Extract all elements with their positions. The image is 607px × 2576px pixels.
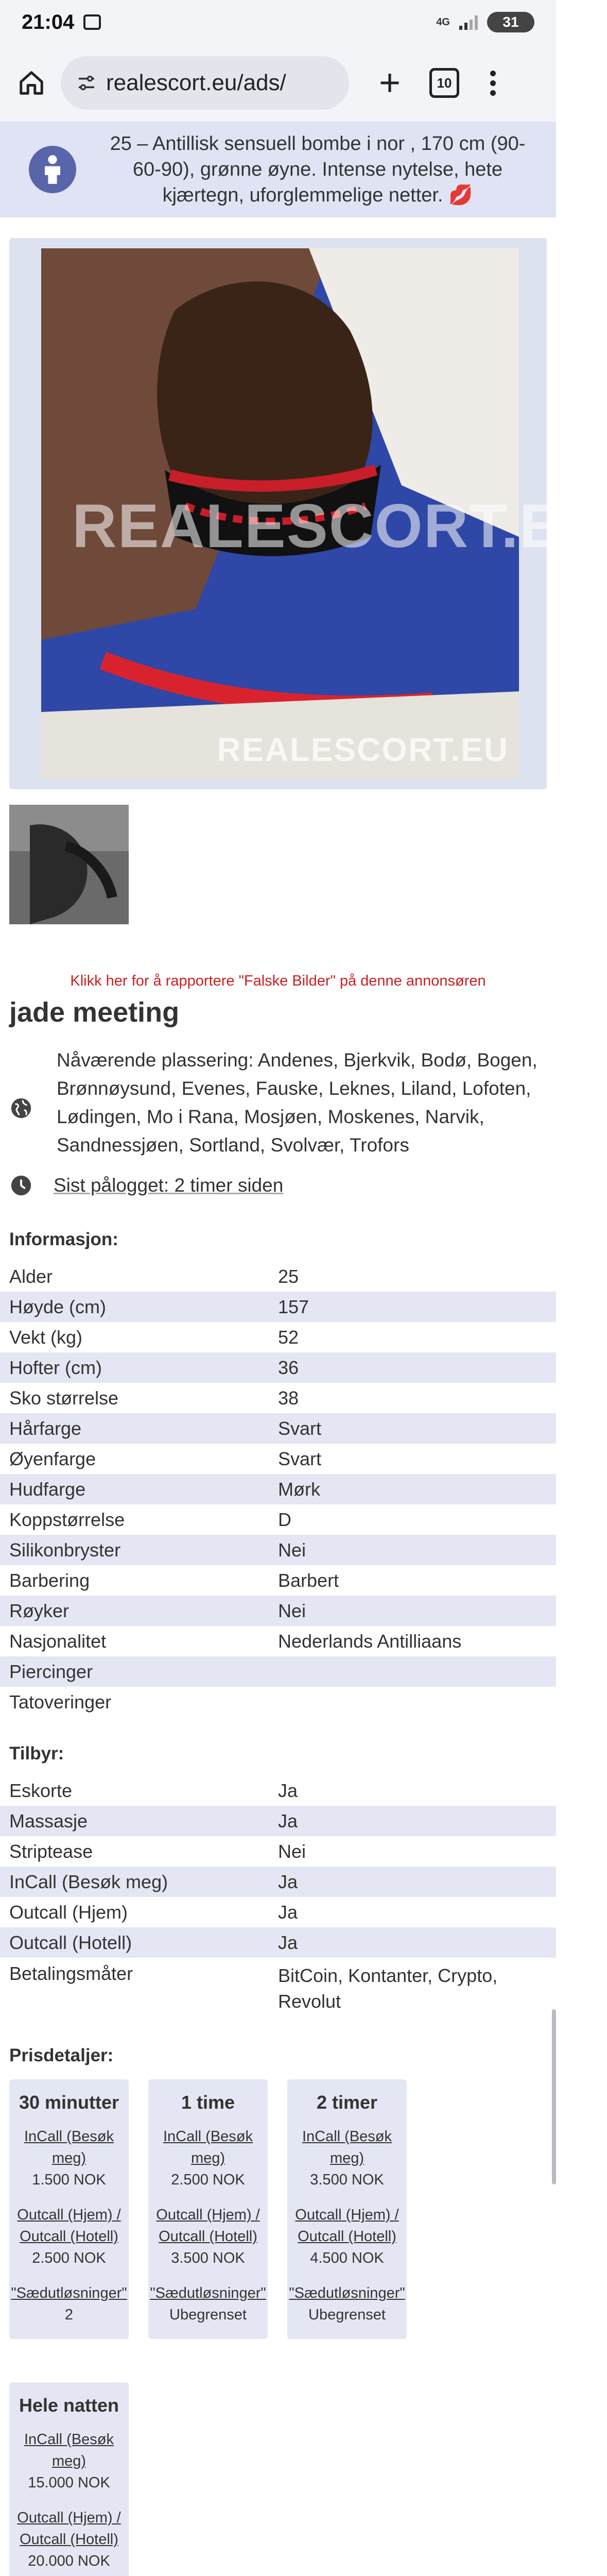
last-seen-text: Sist pålogget: 2 timer siden: [54, 1175, 284, 1196]
price-card: [148, 2079, 268, 2339]
special-value: 2: [64, 2307, 74, 2323]
row-value: Barbert: [278, 1569, 339, 1591]
outcall-label-link[interactable]: Outcall (Hjem) / Outcall (Hotell): [17, 2207, 121, 2245]
location-row: [9, 1046, 545, 1159]
offers-heading: Tilbyr:: [9, 1743, 64, 1764]
price-card-title: 1 time: [181, 2092, 235, 2113]
table-row: [0, 1383, 556, 1413]
row-label: Silikonbryster: [9, 1539, 121, 1561]
outcall-label-link[interactable]: Outcall (Hjem) / Outcall (Hotell): [156, 2207, 260, 2245]
clock-icon: [9, 1174, 33, 1197]
profile-name: jade meeting: [9, 997, 180, 1028]
incall-label-link[interactable]: InCall (Besøk meg): [163, 2128, 253, 2166]
row-label: Barbering: [9, 1569, 90, 1591]
outcall-label-link[interactable]: Outcall (Hjem) / Outcall (Hotell): [17, 2510, 121, 2548]
battery-indicator: 31: [487, 12, 534, 32]
row-label: Nasjonalitet: [9, 1630, 107, 1652]
row-label: Tatoveringer: [9, 1691, 112, 1713]
incall-price: 3.500 NOK: [310, 2172, 384, 2188]
price-card: [287, 2079, 407, 2339]
table-row: [0, 1565, 556, 1596]
outcall-price: 3.500 NOK: [171, 2250, 245, 2266]
row-value: 38: [278, 1387, 299, 1409]
table-row: [0, 1535, 556, 1565]
incall-price: 15.000 NOK: [28, 2475, 110, 2491]
signal-icon: [459, 14, 478, 30]
row-label: Eskorte: [9, 1780, 73, 1801]
row-value: BitCoin, Kontanter, Crypto, Revolut: [278, 1965, 498, 2012]
row-value: 52: [278, 1326, 299, 1348]
ad-description: 25 – Antillisk sensuell bombe i nor , 170 cm (90-60-90), grønne øyne. Intense nytelse, hete kjærtegn, uforglemmelige netter. 💋: [110, 133, 526, 206]
table-row: [0, 1504, 556, 1535]
row-value: Nei: [278, 1600, 306, 1621]
network-type: 4G: [436, 16, 450, 28]
table-row: [0, 1806, 556, 1836]
globe-icon: [9, 1046, 36, 1159]
outcall-price: 4.500 NOK: [310, 2250, 384, 2266]
last-seen-row: [9, 1174, 283, 1197]
row-label: Hudfarge: [9, 1478, 86, 1500]
row-value: Ja: [278, 1931, 298, 1953]
row-label: Massasje: [9, 1810, 88, 1832]
row-label: Outcall (Hjem): [9, 1901, 128, 1923]
special-label-link[interactable]: "Sædutløsninger": [150, 2285, 266, 2301]
table-row: [0, 1261, 556, 1292]
incall-label-link[interactable]: InCall (Besøk meg): [302, 2128, 392, 2166]
row-label: Hofter (cm): [9, 1357, 102, 1378]
table-row: [0, 1626, 556, 1656]
row-value: Nei: [278, 1539, 306, 1561]
row-label: Alder: [9, 1265, 53, 1287]
row-value: Nei: [278, 1840, 306, 1862]
row-value: Svart: [278, 1448, 322, 1469]
table-row: [0, 1352, 556, 1383]
row-label: Sko størrelse: [9, 1387, 119, 1409]
table-row: [0, 1897, 556, 1927]
table-row: [0, 1292, 556, 1322]
row-label: Piercinger: [9, 1660, 93, 1682]
special-value: Ubegrenset: [308, 2307, 386, 2323]
special-value: Ubegrenset: [169, 2307, 247, 2323]
person-icon: [29, 146, 76, 193]
more-menu-icon[interactable]: [490, 71, 496, 96]
table-row: [0, 1927, 556, 1958]
info-heading: Informasjon:: [9, 1229, 118, 1249]
price-card: [9, 2382, 129, 2576]
screen-record-icon: [83, 14, 101, 30]
row-value: 157: [278, 1296, 309, 1317]
table-row: [0, 1775, 556, 1806]
price-card: [9, 2079, 129, 2339]
table-row: [0, 1958, 556, 2014]
ad-summary-strip: [0, 122, 556, 217]
info-table: [0, 1261, 556, 1717]
main-photo[interactable]: [41, 248, 607, 779]
current-location: Nåværende plassering: Andenes, Bjerkvik, Bodø, Bogen, Brønnøysund, Evenes, Fauske, Leknes, Liland, Lofoten, Lødingen, Mo i Rana, Mosjøen, Moskenes, Narvik, Sandnessjøen, Sortland, Svolvær, Trofors: [57, 1049, 537, 1156]
incall-label-link[interactable]: InCall (Besøk meg): [24, 2128, 114, 2166]
special-label-link[interactable]: "Sædutløsninger": [11, 2285, 127, 2301]
photo-thumbnail[interactable]: [9, 805, 129, 924]
incall-price: 2.500 NOK: [171, 2172, 245, 2188]
scrollbar[interactable]: [552, 2009, 556, 2184]
site-settings-icon[interactable]: [76, 73, 97, 93]
prices-heading: Prisdetaljer:: [9, 2045, 114, 2065]
row-value: 25: [278, 1265, 299, 1287]
table-row: [0, 1413, 556, 1444]
row-value: D: [278, 1509, 291, 1530]
table-row: [0, 1596, 556, 1626]
table-row: [0, 1474, 556, 1504]
row-value: Ja: [278, 1901, 298, 1923]
report-fake-photos-link[interactable]: Klikk her for å rapportere "Falske Bilder" på denne annonsøren: [70, 973, 486, 989]
price-card-title: Hele natten: [19, 2395, 119, 2416]
row-label: Striptease: [9, 1840, 93, 1862]
row-label: Outcall (Hotell): [9, 1931, 132, 1953]
row-value: Ja: [278, 1780, 298, 1801]
outcall-label-link[interactable]: Outcall (Hjem) / Outcall (Hotell): [295, 2207, 399, 2245]
table-row: [0, 1836, 556, 1867]
row-value: Svart: [278, 1417, 322, 1439]
home-icon[interactable]: [13, 65, 49, 101]
row-value: Nederlands Antilliaans: [278, 1630, 462, 1652]
row-value: 36: [278, 1357, 299, 1378]
row-label: InCall (Besøk meg): [9, 1871, 168, 1892]
table-row: [0, 1322, 556, 1352]
browser-toolbar: [0, 44, 556, 122]
row-label: Koppstørrelse: [9, 1509, 125, 1530]
row-label: Øyenfarge: [9, 1448, 96, 1469]
row-label: Vekt (kg): [9, 1326, 83, 1348]
outcall-price: 20.000 NOK: [28, 2553, 110, 2569]
price-card-title: 2 timer: [316, 2092, 378, 2113]
price-card-title: 30 minutter: [19, 2092, 119, 2113]
incall-label-link[interactable]: InCall (Besøk meg): [24, 2431, 114, 2469]
tab-switcher-button[interactable]: 10: [429, 68, 459, 98]
main-photo-frame: [9, 238, 607, 789]
outcall-price: 2.500 NOK: [32, 2250, 106, 2266]
address-bar[interactable]: [61, 56, 349, 110]
new-tab-button[interactable]: +: [378, 62, 401, 104]
row-value: Mørk: [278, 1478, 320, 1500]
status-time: 21:04: [22, 10, 75, 33]
photo-watermark: REALESCORT.EU: [72, 492, 607, 561]
table-row: [0, 1867, 556, 1897]
table-row: [0, 1444, 556, 1474]
status-bar: [0, 0, 556, 44]
row-value: Ja: [278, 1871, 298, 1892]
photo-watermark-corner: REALESCORT.EU: [217, 731, 509, 768]
url-text[interactable]: realescort.eu/ads/: [106, 70, 286, 95]
row-label: Røyker: [9, 1600, 69, 1621]
table-row: [0, 1656, 556, 1687]
row-value: Ja: [278, 1810, 298, 1832]
row-label: Hårfarge: [9, 1417, 82, 1439]
special-label-link[interactable]: "Sædutløsninger": [289, 2285, 405, 2301]
offers-table: [0, 1775, 556, 2014]
row-label: Betalingsmåter: [9, 1963, 133, 1984]
table-row: [0, 1687, 556, 1717]
row-label: Høyde (cm): [9, 1296, 106, 1317]
incall-price: 1.500 NOK: [32, 2172, 106, 2188]
